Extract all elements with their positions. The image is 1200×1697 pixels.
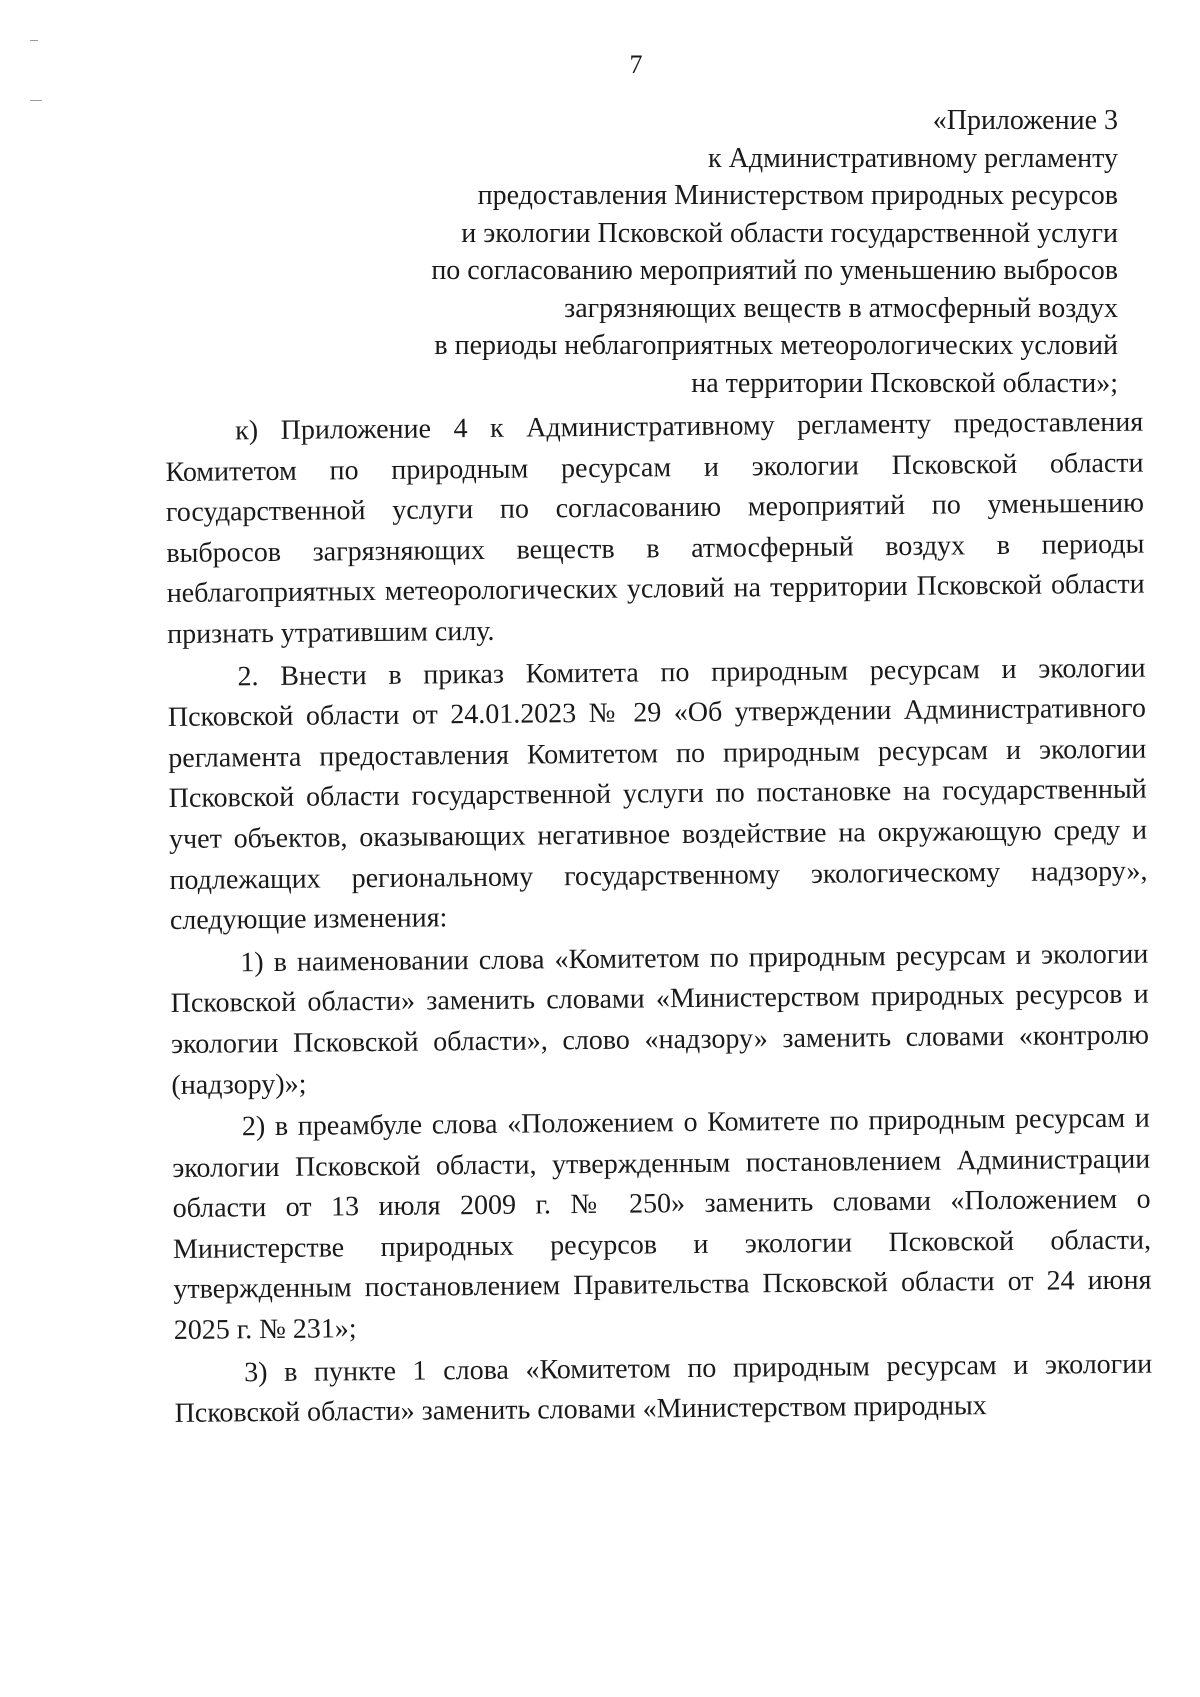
paragraph-item-3: 3) в пункте 1 слова «Комитетом по природным ресурсам и экологии Псковской области» заменить словами «Министерством природных — [174, 1348, 1153, 1430]
appendix-header-line: загрязняющих веществ в атмосферный воздух — [564, 292, 1118, 324]
appendix-header-line: на территории Псковской области»; — [691, 367, 1118, 399]
appendix-header-line: к Административному регламенту — [708, 142, 1118, 174]
paragraph-item-k: к) Приложение 4 к Административному регламенту предоставления Комитетом по природным ресурсам и экологии Псковской области государственной услуги по согласованию мероприятий по уменьшению выбросов загрязняющих веществ в атмосферный воздух в периоды неблагоприятных метеорологических условий на территории Псковской области признать утратившим силу. — [165, 406, 1145, 650]
scan-artifact-mark — [30, 40, 38, 41]
paragraph-item-2: 2) в преамбуле слова «Положением о Комитете по природным ресурсам и экологии Псковской области, утвержденным постановлением Администрации области от 13 июля 2009 г. № 250» заменить словами «Положением о Министерстве природных ресурсов и экологии Псковской области, утвержденным постановлением Правительства Псковской области от 24 июня 2025 г. № 231»; — [172, 1102, 1152, 1347]
appendix-header-line: «Приложение 3 — [932, 105, 1118, 136]
appendix-header-line: по согласованию мероприятий по уменьшению выбросов — [431, 255, 1118, 286]
appendix-header-line: предоставления Министерством природных ресурсов — [477, 180, 1118, 211]
appendix-header-line: в периоды неблагоприятных метеорологических условий — [434, 330, 1118, 361]
document-body — [165, 403, 1153, 1435]
paragraph-item-1: 1) в наименовании слова «Комитетом по природным ресурсам и экологии Псковской области» заменить словами «Министерством природных ресурсов и экологии Псковской области», слово «надзору» заменить словами «контролю (надзору)»; — [170, 938, 1150, 1101]
page-number: 7 — [629, 50, 643, 79]
appendix-header — [358, 102, 1118, 402]
appendix-header-line: и экологии Псковской области государственной услуги — [461, 217, 1118, 249]
scan-artifact-mark — [30, 100, 42, 101]
paragraph-section-2: 2. Внести в приказ Комитета по природным ресурсам и экологии Псковской области от 24.01.2023 № 29 «Об утверждении Административного регламента предоставления Комитетом по природным ресурсам и экологии Псковской области государственной услуги по постановке на государственный учет объектов, оказывающих негативное воздействие на окружающую среду и подлежащих региональному государственному экологическому надзору», следующие изменения: — [167, 652, 1148, 937]
